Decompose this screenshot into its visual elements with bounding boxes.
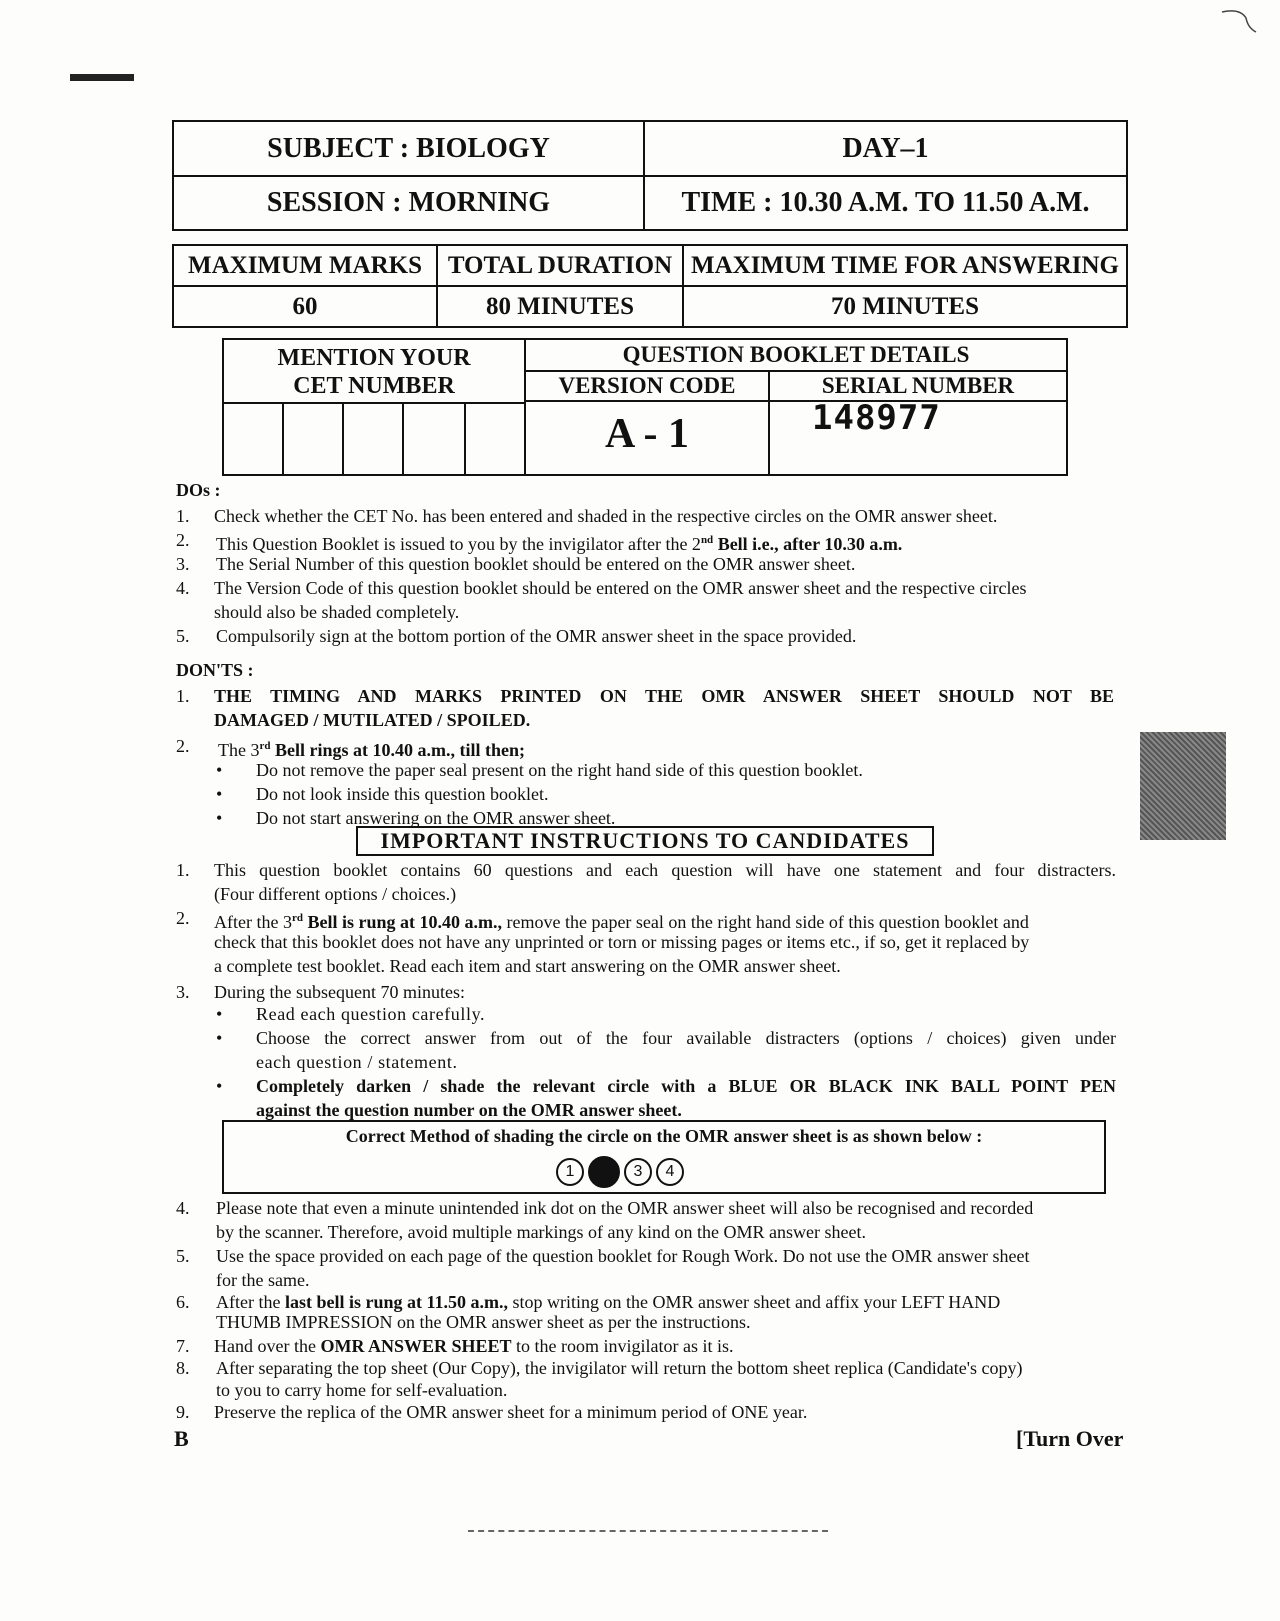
donts-bullet-2: Do not look inside this question booklet. xyxy=(256,784,549,804)
bullet-icon: • xyxy=(216,1028,223,1048)
dos-item-5: Compulsorily sign at the bottom portion of the OMR answer sheet in the space provided. xyxy=(216,626,857,646)
max-time-header: MAXIMUM TIME FOR ANSWERING xyxy=(690,251,1119,279)
imp-item-2-bold: Bell is rung at 10.40 a.m., xyxy=(302,912,502,932)
imp-item-1: This question booklet contains 60 questions and each question will have one statement and four distracters. xyxy=(214,860,1116,880)
imp-item-6-bold: last bell is rung at 11.50 a.m., xyxy=(284,1292,508,1312)
imp-item-8: After separating the top sheet (Our Copy), the invigilator will return the bottom sheet replica (Candidate's copy) xyxy=(216,1358,1023,1378)
imp-item-3-bullet-2-cont: each question / statement. xyxy=(256,1052,458,1072)
imp-num-4: 4. xyxy=(176,1198,190,1218)
donts-bullet-1: Do not remove the paper seal present on the right hand side of this question booklet. xyxy=(256,760,863,780)
cet-label-line1: MENTION YOUR xyxy=(277,344,471,371)
imp-num-6: 6. xyxy=(176,1292,190,1312)
omr-circle-filled xyxy=(588,1156,620,1188)
imp-num-3: 3. xyxy=(176,982,190,1002)
imp-item-2-rest: remove the paper seal on the right hand side of this question booklet and xyxy=(501,912,1029,932)
dos-num-5: 5. xyxy=(176,626,190,646)
max-marks-header: MAXIMUM MARKS xyxy=(188,251,422,279)
imp-item-3-bullet-3: Completely darken / shade the relevant circle with a BLUE OR BLACK INK BALL POINT PEN xyxy=(256,1076,1116,1096)
page-bottom-dashes xyxy=(468,1530,828,1532)
corner-scribble xyxy=(1216,6,1260,40)
booklet-set-letter: B xyxy=(174,1426,189,1451)
marks-table xyxy=(172,244,1128,328)
imp-num-1: 1. xyxy=(176,860,190,880)
imp-item-7-bold: OMR ANSWER SHEET xyxy=(320,1336,512,1356)
total-duration-value: 80 MINUTES xyxy=(486,292,634,320)
time-label: TIME : 10.30 A.M. TO 11.50 A.M. xyxy=(681,187,1090,218)
imp-num-7: 7. xyxy=(176,1336,190,1356)
subject-table xyxy=(172,120,1128,231)
version-code-value: A - 1 xyxy=(605,411,689,457)
dos-item-4-cont: should also be shaded completely. xyxy=(214,602,460,622)
scan-mark xyxy=(70,74,134,81)
donts-num-1: 1. xyxy=(176,686,190,706)
max-marks-value: 60 xyxy=(292,292,318,320)
omr-circle-3: 3 xyxy=(624,1158,652,1186)
imp-item-2-text: After the 3 xyxy=(214,912,292,932)
donts-num-2: 2. xyxy=(176,736,190,756)
imp-num-8: 8. xyxy=(176,1358,190,1378)
omr-circle-4: 4 xyxy=(656,1158,684,1186)
imp-num-9: 9. xyxy=(176,1402,190,1422)
imp-item-2-cont1: check that this booklet does not have any unprinted or torn or missing pages or items etc., if so, get it replaced by xyxy=(214,932,1030,952)
shading-method-box xyxy=(222,1120,1106,1194)
important-instructions-title: IMPORTANT INSTRUCTIONS TO CANDIDATES xyxy=(356,826,934,856)
serial-number-label: SERIAL NUMBER xyxy=(821,373,1015,398)
imp-item-3-bullet-3-cont: against the question number on the OMR answer sheet. xyxy=(256,1100,682,1120)
imp-item-3-bullet-2: Choose the correct answer from out of the four available distracters (options / choices) given under xyxy=(256,1028,1116,1048)
dos-item-2-sup: nd xyxy=(700,534,714,546)
donts-item-2-text: The 3 xyxy=(218,740,260,760)
dos-num-4: 4. xyxy=(176,578,190,598)
imp-num-5: 5. xyxy=(176,1246,190,1266)
dos-num-3: 3. xyxy=(176,554,190,574)
cet-label-line2: CET NUMBER xyxy=(293,372,455,399)
turn-over-label: [Turn Over xyxy=(1016,1426,1124,1451)
dos-num-1: 1. xyxy=(176,506,190,526)
day-label: DAY–1 xyxy=(842,132,929,164)
imp-item-5: Use the space provided on each page of the question booklet for Rough Work. Do not use the OMR answer sheet xyxy=(216,1246,1030,1266)
dos-title: DOs : xyxy=(176,480,221,500)
donts-item-2-bold: Bell rings at 10.40 a.m., till then; xyxy=(270,740,525,760)
imp-item-4-cont: by the scanner. Therefore, avoid multiple markings of any kind on the OMR answer sheet. xyxy=(216,1222,867,1242)
imp-item-2-cont2: a complete test booklet. Read each item and start answering on the OMR answer sheet. xyxy=(214,956,841,976)
imp-item-5-cont: for the same. xyxy=(216,1270,310,1290)
imp-item-9: Preserve the replica of the OMR answer sheet for a minimum period of ONE year. xyxy=(214,1402,808,1422)
dos-item-1: Check whether the CET No. has been entered and shaded in the respective circles on the OMR answer sheet. xyxy=(214,506,998,526)
imp-num-2: 2. xyxy=(176,908,190,928)
dos-item-4: The Version Code of this question booklet should be entered on the OMR answer sheet and the respective circles xyxy=(214,578,1027,598)
imp-item-7-text: Hand over the xyxy=(214,1336,321,1356)
omr-circle-1: 1 xyxy=(556,1158,584,1186)
booklet-details-table xyxy=(222,338,1068,476)
dos-item-2-bold: Bell i.e., after 10.30 a.m. xyxy=(713,534,903,554)
imp-item-4: Please note that even a minute unintended ink dot on the OMR answer sheet will also be recognised and recorded xyxy=(216,1198,1034,1218)
dos-item-3: The Serial Number of this question booklet should be entered on the OMR answer sheet. xyxy=(216,554,856,574)
bullet-icon: • xyxy=(216,784,223,804)
serial-number-value: 148977 xyxy=(812,398,941,438)
bullet-icon: • xyxy=(216,808,223,828)
bullet-icon: • xyxy=(216,760,223,780)
imp-item-7-rest: to the room invigilator as it is. xyxy=(511,1336,734,1356)
donts-item-1-cont: DAMAGED / MUTILATED / SPOILED. xyxy=(214,710,531,730)
bullet-icon: • xyxy=(216,1076,223,1096)
imp-item-6-cont: THUMB IMPRESSION on the OMR answer sheet as per the instructions. xyxy=(216,1312,751,1332)
paper-seal-tab xyxy=(1140,732,1226,840)
imp-item-8-cont: to you to carry home for self-evaluation. xyxy=(216,1380,508,1400)
donts-item-2-sup: rd xyxy=(259,740,271,752)
donts-item-1: THE TIMING AND MARKS PRINTED ON THE OMR ANSWER SHEET SHOULD NOT BE xyxy=(214,686,1114,706)
version-code-label: VERSION CODE xyxy=(558,373,736,398)
imp-item-1-cont: (Four different options / choices.) xyxy=(214,884,457,904)
bullet-icon: • xyxy=(216,1004,223,1024)
imp-item-3-bullet-1: Read each question carefully. xyxy=(256,1004,486,1024)
imp-item-7 xyxy=(214,1334,734,1358)
shading-method-title: Correct Method of shading the circle on the OMR answer sheet is as shown below : xyxy=(345,1126,983,1146)
imp-item-6-text: After the xyxy=(216,1292,285,1312)
dos-item-2-text: This Question Booklet is issued to you by the invigilator after the 2 xyxy=(216,534,701,554)
imp-item-3: During the subsequent 70 minutes: xyxy=(214,982,465,1002)
imp-item-6-rest: stop writing on the OMR answer sheet and affix your LEFT HAND xyxy=(507,1292,1001,1312)
dos-num-2: 2. xyxy=(176,530,190,550)
session-label: SESSION : MORNING xyxy=(266,187,551,218)
max-time-value: 70 MINUTES xyxy=(831,292,979,320)
imp-item-2-sup: rd xyxy=(291,912,303,924)
total-duration-header: TOTAL DURATION xyxy=(447,251,673,279)
omr-circles xyxy=(556,1158,684,1188)
donts-bullet-3: Do not start answering on the OMR answer sheet. xyxy=(256,808,616,828)
booklet-details-title: QUESTION BOOKLET DETAILS xyxy=(622,342,970,367)
subject-label: SUBJECT : BIOLOGY xyxy=(267,132,550,164)
donts-title: DON'TS : xyxy=(176,660,254,680)
